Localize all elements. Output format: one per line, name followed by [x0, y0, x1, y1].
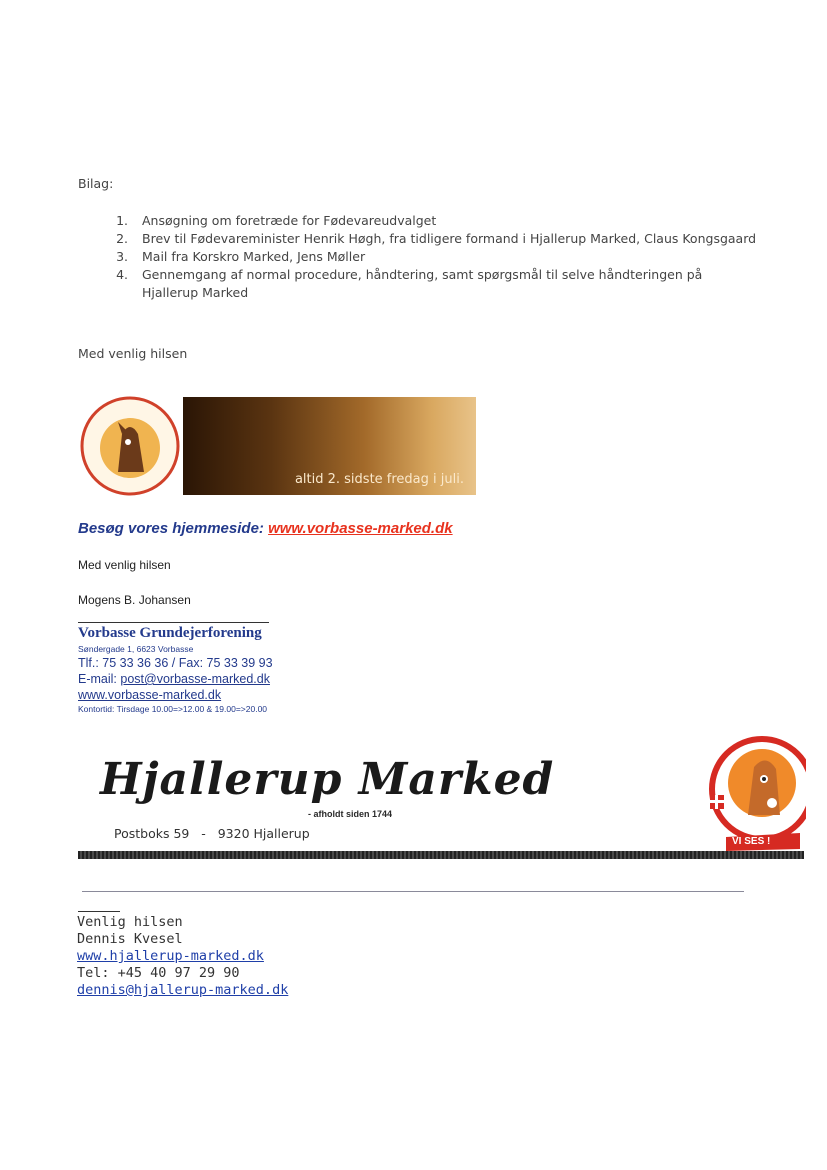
vorbasse-signer: Mogens B. Johansen — [78, 593, 191, 607]
vorbasse-org: Vorbasse Grundejerforening — [78, 625, 262, 641]
signature-rule — [78, 622, 269, 623]
bilag-list — [78, 212, 762, 302]
email-label: E-mail: — [78, 672, 117, 686]
badge-bottom-text: VI SES ! — [732, 836, 771, 847]
homepage-label: Besøg vores hjemmeside: — [78, 520, 264, 537]
horse-badge-icon — [706, 733, 806, 853]
vorbasse-banner — [183, 397, 476, 495]
bilag-closing: Med venlig hilsen — [78, 346, 188, 361]
hjallerup-web-link[interactable]: www.hjallerup-marked.dk — [77, 948, 264, 964]
hjallerup-phone: Tel: +45 40 97 29 90 — [77, 965, 240, 981]
banner-text: altid 2. sidste fredag i juli. — [294, 472, 464, 487]
list-item: 4. Gennemgang af normal procedure, håndtering, samt spørgsmål til selve håndteringen på Hjallerup Marked — [116, 267, 703, 300]
signature-rule — [78, 911, 120, 912]
vorbasse-email-link[interactable]: post@vorbasse-marked.dk — [120, 672, 270, 686]
list-item: 2. Brev til Fødevareminister Henrik Høgh, fra tidligere formand i Hjallerup Marked, Claus Kongsgaard — [116, 231, 757, 246]
vorbasse-address: Søndergade 1, 6623 Vorbasse — [78, 644, 194, 654]
hjallerup-divider-bar — [78, 851, 804, 859]
vorbasse-web-link[interactable]: www.vorbasse-marked.dk — [78, 688, 222, 702]
vorbasse-closing: Med venlig hilsen — [78, 558, 171, 572]
bilag-heading: Bilag: — [78, 176, 114, 191]
vorbasse-hours: Kontortid: Tirsdage 10.00=>12.00 & 19.00=>20.00 — [78, 704, 268, 714]
hjallerup-badge — [706, 733, 806, 853]
hjallerup-title: Hjallerup Marked — [100, 754, 555, 805]
hjallerup-email-link[interactable]: dennis@hjallerup-marked.dk — [77, 982, 289, 998]
separator-line — [82, 891, 744, 892]
homepage-link[interactable]: www.vorbasse-marked.dk — [268, 520, 453, 537]
horse-logo-icon — [78, 394, 182, 498]
list-item: 3. Mail fra Korskro Marked, Jens Møller — [116, 249, 366, 264]
list-item: 1. Ansøgning om foretræde for Fødevareudvalget — [116, 213, 437, 228]
homepage-line — [78, 520, 453, 537]
vorbasse-logo — [78, 394, 182, 498]
vorbasse-phone-fax: Tlf.: 75 33 36 36 / Fax: 75 33 39 93 — [78, 656, 273, 670]
hjallerup-address: Postboks 59 - 9320 Hjallerup — [114, 826, 310, 841]
hjallerup-signer: Dennis Kvesel — [77, 931, 183, 947]
hjallerup-closing: Venlig hilsen — [77, 914, 183, 930]
vorbasse-email-line — [78, 672, 270, 686]
hjallerup-subtitle: - afholdt siden 1744 — [308, 809, 393, 819]
